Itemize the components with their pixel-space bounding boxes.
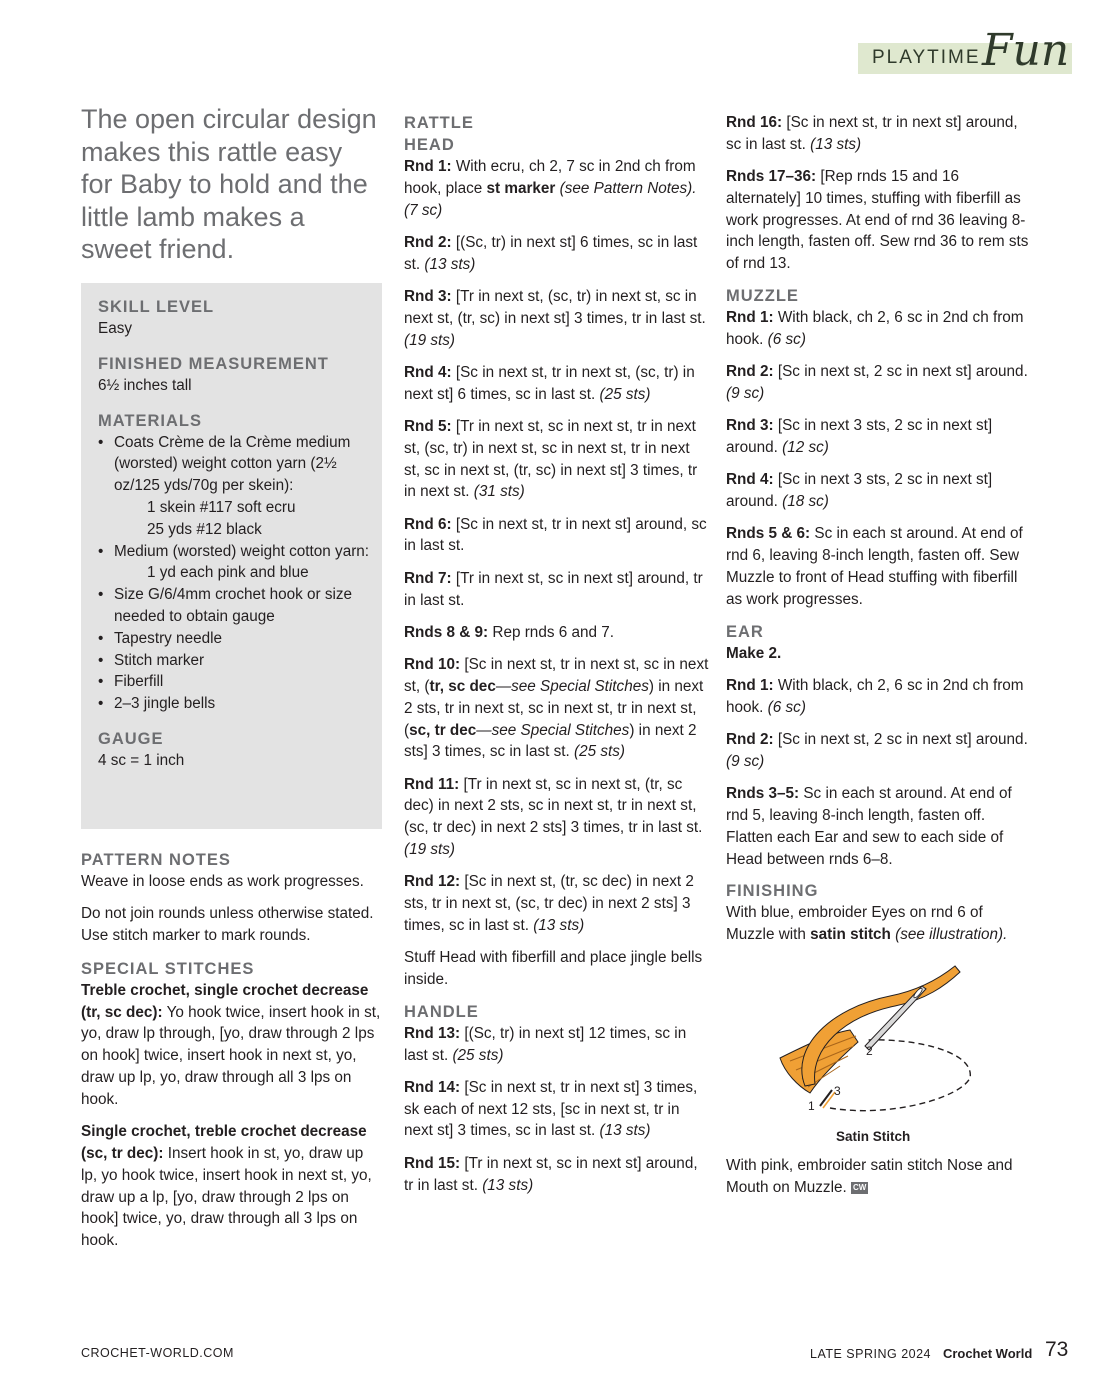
rounds-17-36: Rnds 17–36: [Rep rnds 15 and 16 alternately] 10 times, stuffing with fiberfill as work progresses. At end of rnd 36 leaving 8-inch length, fasten off. Sew rnd 36 to rem sts of rnd 13.	[726, 168, 1029, 273]
round-2: Rnd 2: [(Sc, tr) in next st] 6 times, sc in last st. (13 sts)	[404, 233, 698, 273]
muzzle-round-2: Rnd 2: [Sc in next st, 2 sc in next st] around. (9 sc)	[726, 363, 1028, 402]
list-item: • Fiberfill	[98, 673, 164, 691]
cw-end-mark-icon: CW	[852, 1182, 867, 1192]
list-item: • 2–3 jingle bells	[98, 695, 216, 713]
skill-level-value: Easy	[98, 320, 133, 337]
round-3: Rnd 3: [Tr in next st, (sc, tr) in next st, sc in next st, (tr, sc) in next st] 3 times, tr in last st. (19 sts)	[404, 287, 706, 349]
special-stitches-heading: SPECIAL STITCHES	[81, 959, 255, 978]
left-column	[81, 849, 381, 1262]
finishing-eyes: With blue, embroider Eyes on rnd 6 of Muzzle with satin stitch (see illustration).	[726, 904, 1008, 944]
gauge-heading: GAUGE	[98, 729, 164, 748]
muzzle-round-3: Rnd 3: [Sc in next 3 sts, 2 sc in next st] around. (12 sc)	[726, 417, 993, 457]
ear-rounds-3-5: Rnds 3–5: Sc in each st around. At end of rnd 5, leaving 8-inch length, fasten off. Flatten each Ear and sew to each side of Head between rnds 6–8.	[726, 785, 1012, 868]
stitch-number-3: 3	[834, 1084, 841, 1098]
pattern-notes-heading: PATTERN NOTES	[81, 851, 231, 869]
special-stitch-sc-tr-dec: Single crochet, treble crochet decrease (sc, tr dec): Insert hook in st, yo, draw up lp, yo hook twice, insert hook in next st, yo, draw up a lp, [yo, draw through 2 lps on hook] twice, yo, draw through all 3 lps on hook.	[81, 1123, 372, 1250]
list-subitem: 25 yds #12 black	[147, 520, 262, 538]
finished-measurement-value: 6½ inches tall	[98, 376, 192, 394]
list-item: • Stitch marker	[98, 651, 205, 669]
footer-issue: LATE SPRING 2024 Crochet World	[810, 1346, 1033, 1361]
footer-brand: Crochet World	[942, 1346, 1033, 1361]
stitch-number-2: 2	[866, 1044, 873, 1058]
finished-measurement-heading: FINISHED MEASUREMENT	[98, 354, 329, 373]
list-subitem: 1 skein #117 soft ecru	[147, 498, 296, 516]
stitch-number-1: 1	[808, 1099, 815, 1113]
ear-heading: EAR	[726, 622, 764, 641]
round-6: Rnd 6: [Sc in next st, tr in next st] around, sc in last st.	[404, 515, 707, 555]
round-14: Rnd 14: [Sc in next st, tr in next st] 3 times, sk each of next 12 sts, [sc in next st, tr in next st] 3 times, sc in last st. (13 sts)	[404, 1078, 698, 1140]
list-subitem: 1 yd each pink and blue	[147, 564, 309, 582]
muzzle-rounds-5-6: Rnds 5 & 6: Sc in each st around. At end of rnd 6, leaving 8-inch length, fasten off. Sew Muzzle to front of Head stuffing with fiberfill as work progresses.	[726, 525, 1023, 608]
materials-list	[98, 432, 378, 715]
satin-stitch-illustration	[770, 958, 990, 1148]
materials-heading: MATERIALS	[98, 411, 203, 430]
round-13: Rnd 13: [(Sc, tr) in next st] 12 times, sc in last st. (25 sts)	[404, 1024, 687, 1064]
head-heading: HEAD	[404, 136, 455, 154]
make-two-note: Make 2.	[726, 644, 782, 662]
stuff-head-note: Stuff Head with fiberfill and place jingle bells inside.	[404, 949, 703, 988]
round-16: Rnd 16: [Sc in next st, tr in next st] around, sc in last st. (13 sts)	[726, 114, 1018, 153]
list-item: • Coats Crème de la Crème medium (worsted) weight cotton yarn (2½ oz/125 yds/70g per skein): 1 skein #117 soft ecru 25 yds #12 black	[98, 432, 378, 541]
pattern-note: Do not join rounds unless otherwise stated. Use stitch marker to mark rounds.	[81, 905, 374, 945]
muzzle-round-4: Rnd 4: [Sc in next 3 sts, 2 sc in next st] around. (18 sc)	[726, 471, 993, 511]
stitch-path-dashed	[830, 1040, 970, 1111]
section-tag	[858, 25, 1072, 76]
illustration-caption: Satin Stitch	[836, 1129, 911, 1144]
ear-round-2: Rnd 2: [Sc in next st, 2 sc in next st] around. (9 sc)	[726, 731, 1028, 770]
special-stitch-tr-sc-dec: Treble crochet, single crochet decrease (tr, sc dec): Yo hook twice, insert hook in st, yo, draw lp through, [yo, draw through 2 lps on hook] twice, insert hook in next st, yo, draw up lp, yo, draw through all 3 lps on hook.	[81, 981, 381, 1108]
round-11: Rnd 11: [Tr in next st, sc in next st, (tr, sc dec) in next 2 sts, sc in next st, tr in next st, (sc, tr dec) in next 2 sts] 3 times, tr in last st. (19 sts)	[404, 775, 703, 859]
round-10: Rnd 10: [Sc in next st, tr in next st, sc in next st, (tr, sc dec—see Special Stitches) in next 2 sts, tr in next st, sc in next st, tr in next st, (sc, tr dec—see Special Stitches) in next 2 sts] 3 times, sc in last st. (25 sts)	[404, 656, 709, 761]
handle-heading: HANDLE	[404, 1002, 479, 1021]
finishing-heading: FINISHING	[726, 882, 819, 901]
pattern-note: Weave in loose ends as work progresses.	[81, 873, 364, 890]
section-tag-script: Fun	[982, 25, 1070, 76]
skill-level-heading: SKILL LEVEL	[98, 298, 215, 316]
list-item: • Medium (worsted) weight cotton yarn: 1 yd each pink and blue	[98, 541, 378, 585]
muzzle-round-1: Rnd 1: With black, ch 2, 6 sc in 2nd ch from hook. (6 sc)	[726, 309, 1024, 348]
gauge-value: 4 sc = 1 inch	[98, 751, 185, 769]
page-number: 73	[1045, 1338, 1069, 1361]
section-tag-word: PLAYTIME	[872, 47, 981, 68]
middle-column	[404, 112, 709, 1207]
footer-website: CROCHET-WORLD.COM	[81, 1346, 234, 1360]
right-column	[726, 112, 1031, 956]
round-7: Rnd 7: [Tr in next st, sc in next st] around, tr in last st.	[404, 569, 703, 609]
round-5: Rnd 5: [Tr in next st, sc in next st, tr in next st, (sc, tr) in next st, sc in next st, tr in next st, sc in next st, (tr, sc) in next st] 3 times, tr in next st. (31 sts)	[404, 417, 698, 501]
list-item: • Size G/6/4mm crochet hook or size needed to obtain gauge	[98, 586, 353, 625]
round-1: Rnd 1: With ecru, ch 2, 7 sc in 2nd ch from hook, place st marker (see Pattern Notes). (7 sc)	[404, 158, 697, 219]
materials-column	[98, 296, 378, 772]
muzzle-heading: MUZZLE	[726, 287, 799, 306]
list-item: • Tapestry needle	[98, 629, 222, 647]
rounds-8-9: Rnds 8 & 9: Rep rnds 6 and 7.	[404, 623, 615, 641]
round-12: Rnd 12: [Sc in next st, (tr, sc dec) in next 2 sts, tr in next st, (sc, tr dec) in next 2 sts] 3 times, sc in last st. (13 sts)	[404, 873, 694, 934]
rattle-heading: RATTLE	[404, 114, 474, 132]
round-4: Rnd 4: [Sc in next st, tr in next st, (sc, tr) in next st] 6 times, sc in last st. (25 sts)	[404, 363, 695, 403]
ear-round-1: Rnd 1: With black, ch 2, 6 sc in 2nd ch from hook. (6 sc)	[726, 676, 1024, 716]
round-15: Rnd 15: [Tr in next st, sc in next st] around, tr in last st. (13 sts)	[404, 1154, 698, 1194]
finishing-nose-mouth: With pink, embroider satin stitch Nose and Mouth on Muzzle. CW	[726, 1157, 1013, 1196]
intro-text: The open circular design makes this rattle easy for Baby to hold and the little lamb makes a sweet friend.	[81, 104, 377, 264]
